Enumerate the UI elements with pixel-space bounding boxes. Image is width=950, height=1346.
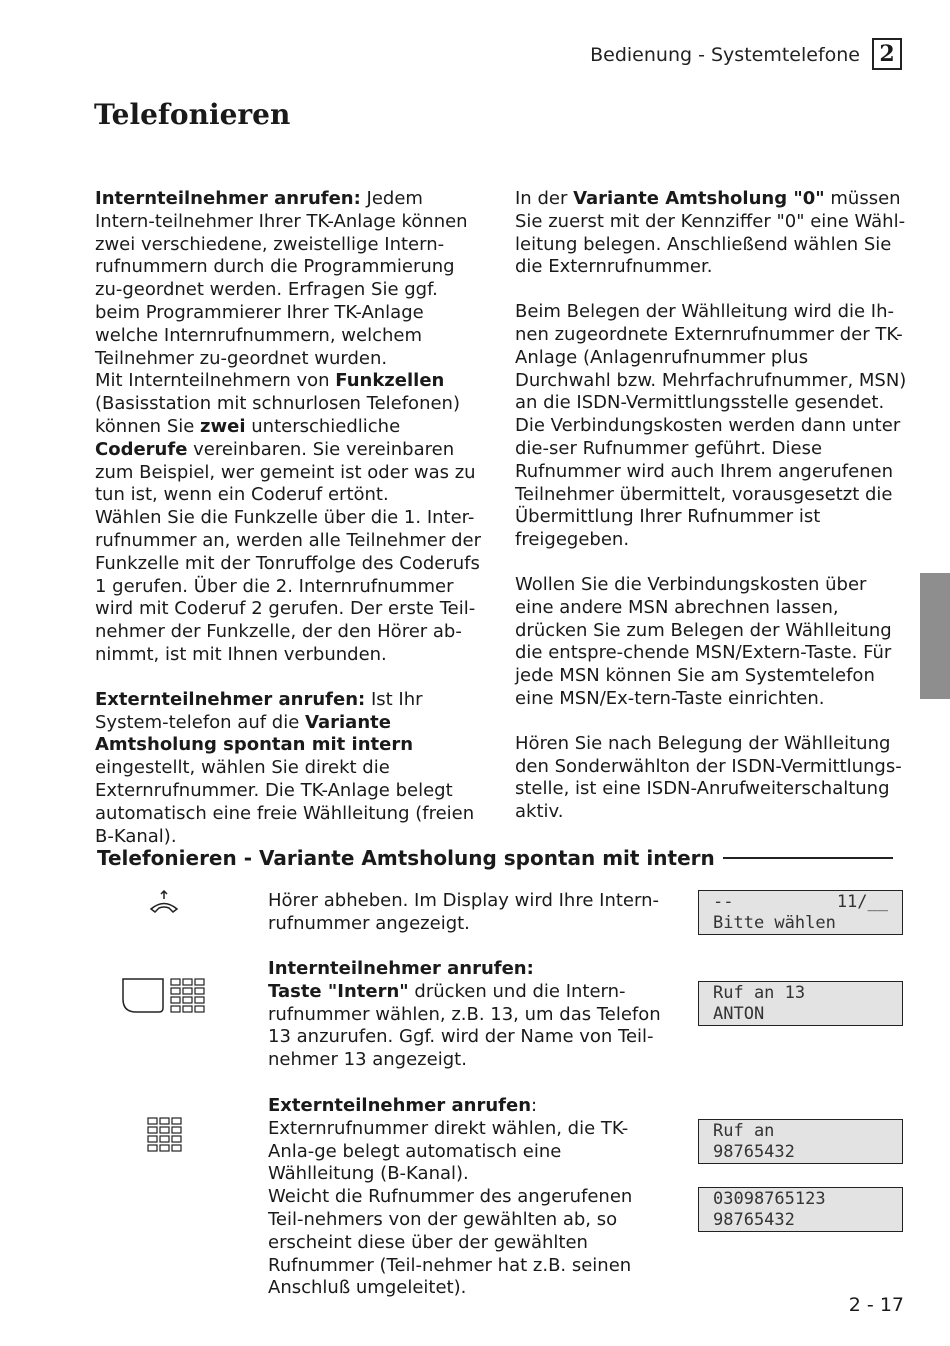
paragraph-extern-call [95, 689, 487, 849]
display-redirected-number [698, 1187, 903, 1232]
display-ruf-an-extern [698, 1119, 903, 1164]
display-line-2: 98765432 [713, 1142, 795, 1162]
display-line-2: 98765432 [713, 1210, 795, 1230]
paragraph-sonderwaehlton: Hören Sie nach Belegung der Wählleitung den Sonderwählton der ISDN-Vermittlungs-stelle, ist eine ISDN-Anrufweiterschaltung aktiv. [515, 732, 902, 823]
step-extern-call [268, 1095, 668, 1300]
right-column [515, 188, 907, 824]
paragraph-text: In der [515, 188, 574, 209]
display-line-1 [713, 892, 888, 913]
paragraph-coderuf: Wählen Sie die Funkzelle über die 1. Inter-rufnummer an, werden alle Teilnehmer der Funkzelle mit der Tonruffolge des Coderufs 1 gerufen. Über die 2. Internrufnummer wird mit Coderuf 2 gerufen. Der erste Teil-nehmer der Funkzelle, der den Hörer ab-nimmt, ist mit Ihnen verbunden. [95, 507, 481, 665]
display-line-1: Ruf an [713, 1121, 775, 1141]
page-number: 2 - 17 [848, 1294, 904, 1316]
display-text: 11/__ [836, 892, 888, 912]
paragraph-intern-call [95, 188, 487, 370]
step-heading-text: Internteilnehmer anrufen: [268, 958, 534, 979]
emphasis-text: Taste "Intern" [268, 980, 409, 1002]
paragraph-heading: Internteilnehmer anrufen: [95, 188, 361, 209]
emphasis-text: Variante Amtsholung "0" [573, 188, 825, 209]
paragraph-text: drücken und die Intern-rufnummer wählen, z.B. 13, um das Telefon 13 anzurufen. Ggf. wird der Name von Teil-nehmer 13 angezeigt. [268, 980, 661, 1071]
paragraph-text: Ist Ihr System-telefon auf die [95, 688, 423, 733]
step-heading [268, 1095, 668, 1118]
section-heading [97, 846, 893, 870]
paragraph-funkzellen [95, 370, 487, 507]
paragraph-variante-0 [515, 188, 907, 279]
emphasis-text: Funkzellen [335, 370, 445, 392]
display-line-2: ANTON [713, 1004, 765, 1024]
paragraph-belegen: Beim Belegen der Wählleitung wird die Ih-nen zugeordnete Externrufnummer der TK-Anlage (Anlagenrufnummer plus Durchwahl bzw. Mehrfachrufnummer, MSN) an die ISDN-Vermittlungsstelle gesendet. Die Verbindungskosten werden dann unter die-ser Rufnummer geführt. Diese Rufnummer wird auch Ihrem angerufenen Teilnehmer übermittelt, vorausgesetzt die Übermittlung Ihrer Rufnummer ist freigegeben. [515, 301, 907, 551]
step-text [268, 981, 668, 1072]
step-heading [268, 958, 668, 981]
paragraph-text: müssen Sie zuerst mit der Kennziffer "0" eine Wähl-leitung belegen. Anschließend wählen Sie die Externrufnummer. [515, 188, 906, 278]
step-intern-call [268, 958, 668, 1072]
emphasis-text: Coderufe [95, 438, 188, 460]
keypad-icon [147, 1117, 183, 1153]
intern-key-icon [122, 978, 206, 1016]
chapter-number: 2 [872, 38, 902, 70]
display-line-1: Ruf an 13 [713, 983, 806, 1003]
step-lift-handset [268, 890, 668, 936]
section-title: Telefonieren - Variante Amtsholung spontan mit intern [97, 846, 715, 870]
paragraph-text: unterschiedliche [245, 415, 401, 437]
step-heading-suffix: : [531, 1095, 538, 1116]
display-line-1: 03098765123 [713, 1189, 826, 1209]
display-ruf-an-13 [698, 981, 903, 1026]
left-column [95, 188, 487, 848]
paragraph-text: eingestellt, wählen Sie direkt die Externrufnummer. Die TK-Anlage belegt automatisch eine freie Wählleitung (freien B-Kanal). [95, 757, 475, 847]
display-line-2: Bitte wählen [713, 913, 836, 933]
display-text: -- [713, 892, 734, 912]
emphasis-text: Variante Amtsholung spontan mit intern [95, 711, 414, 756]
page-title: Telefonieren [94, 98, 291, 131]
chapter-title: Bedienung - Systemtelefone [590, 44, 860, 66]
step-text: Weicht die Rufnummer des angerufenen Teil-nehmers von der gewählten ab, so erscheint diese über der gewählten Rufnummer (Teil-nehmer hat z.B. seinen Anschluß umgeleitet). [268, 1186, 633, 1299]
paragraph-text: Jedem Intern-teilnehmer Ihrer TK-Anlage können zwei verschiedene, zweistellige Intern-rufnummern durch die Programmierung zu-geordnet werden. Erfragen Sie ggf. beim Programmierer Ihrer TK-Anlage welche Internrufnummern, welchem Teilnehmer zu-geordnet wurden. [95, 188, 468, 369]
paragraph-heading: Externteilnehmer anrufen: [95, 688, 366, 710]
paragraph-text: vereinbaren. Sie vereinbaren zum Beispiel, wer gemeint ist oder was zu tun ist, wenn ein Coderuf ertönt. [95, 438, 476, 506]
emphasis-text: zwei [200, 415, 246, 437]
paragraph-text: (Basisstation mit schnurlosen Telefonen) können Sie [95, 393, 460, 437]
handset-lift-icon [149, 890, 179, 914]
chapter-side-tab [920, 573, 950, 699]
section-rule [723, 857, 893, 859]
paragraph-msn: Wollen Sie die Verbindungskosten über eine andere MSN abrechnen lassen, drücken Sie zum Belegen der Wählleitung die entspre-chende MSN/Extern-Taste. Für jede MSN können Sie am Systemtelefon eine MSN/Ex-tern-Taste einrichten. [515, 573, 892, 709]
step-text: Hörer abheben. Im Display wird Ihre Intern-rufnummer angezeigt. [268, 890, 659, 934]
step-heading-text: Externteilnehmer anrufen [268, 1095, 532, 1116]
step-text: Externrufnummer direkt wählen, die TK-Anla-ge belegt automatisch eine Wählleitung (B-Kanal). [268, 1117, 629, 1185]
display-bitte-waehlen [698, 890, 903, 935]
paragraph-text: Mit Internteilnehmern von [95, 370, 336, 392]
